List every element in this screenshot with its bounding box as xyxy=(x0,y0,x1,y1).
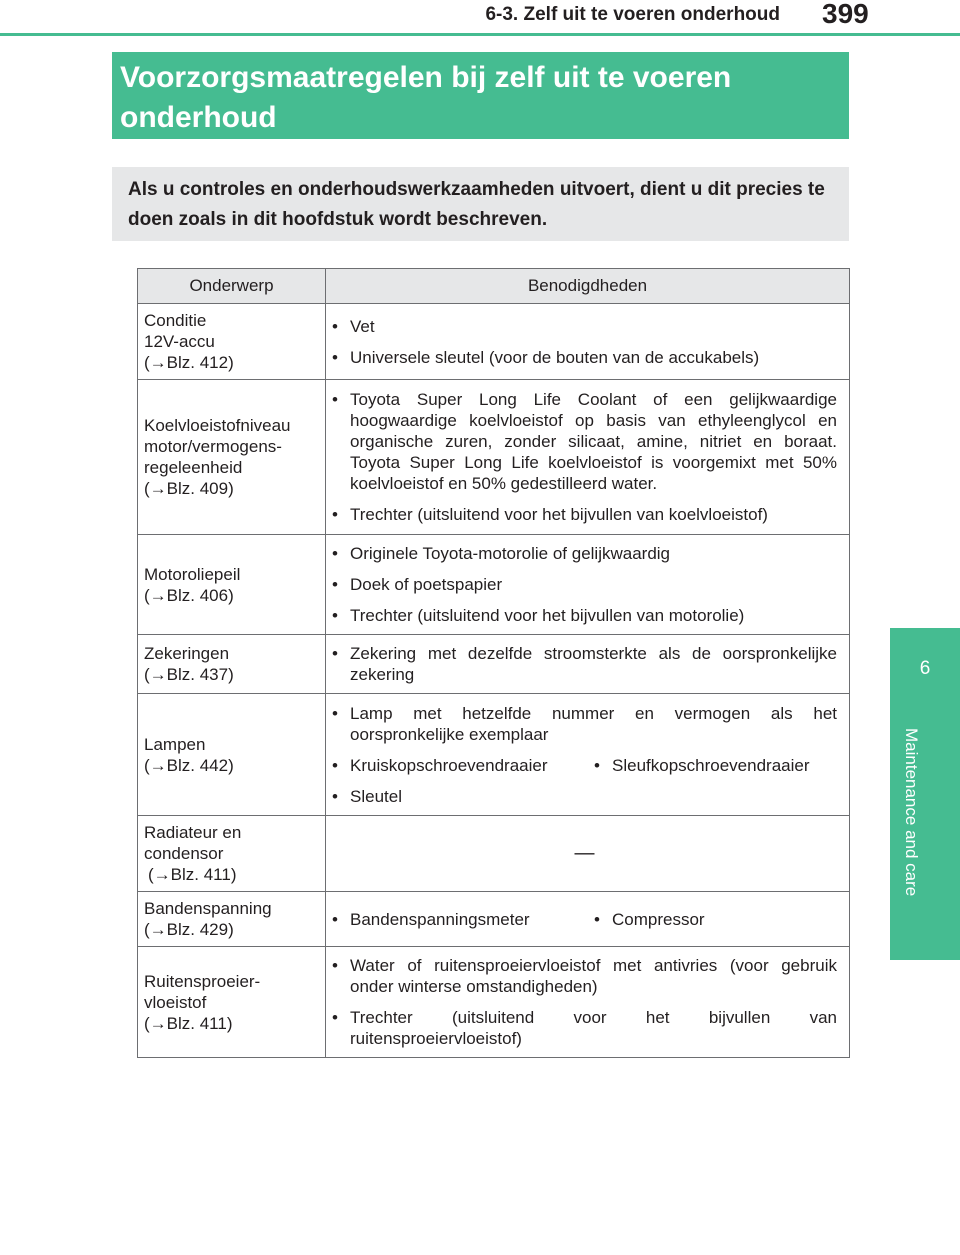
topic-cell xyxy=(138,694,326,816)
supplies-cell xyxy=(326,892,850,947)
item-text: Compressor xyxy=(612,909,705,929)
bullet: • xyxy=(332,755,338,775)
topic-line: (→Blz. 411) xyxy=(148,865,237,884)
bullet: • xyxy=(332,703,338,723)
topic-line: Koelvloeistofniveau xyxy=(144,416,291,435)
table-row xyxy=(138,380,850,535)
topic-line: 12V-accu xyxy=(144,332,215,351)
item-text: Toyota Super Long Life Coolant of een gelijkwaardige hoogwaardige koelvloeistof op basis van ethyleenglycol en organische zuren, zonder silicaat, amine, nitriet en boraat. Toyota Super Long Life koelvloeistof is voorgemixt met 50% koelvloeistof en 50% gedestilleerd water. xyxy=(350,390,837,493)
item-text: Lamp met hetzelfde nummer en vermogen als het oorspronkelijke exemplaar xyxy=(350,703,837,744)
topic-line: Ruitensproeier- xyxy=(144,971,261,991)
topic-line: (→Blz. 437) xyxy=(144,665,234,684)
bullet: • xyxy=(332,786,338,806)
page-number: 399 xyxy=(822,0,869,29)
bullet: • xyxy=(332,347,338,367)
table-row xyxy=(138,304,850,380)
item-text: Trechter (uitsluitend voor het bijvullen van motorolie) xyxy=(350,606,745,625)
topic-line: (→Blz. 442) xyxy=(144,755,234,775)
page-title: Voorzorgsmaatregelen bij zelf uit te voeren onderhoud xyxy=(120,61,732,134)
bullet: • xyxy=(332,606,338,625)
item-text: Zekering met dezelfde stroomsterkte als de oorspronkelijke zekering xyxy=(350,644,837,684)
list-item xyxy=(332,347,837,368)
topic-line: regeleenheid xyxy=(144,458,243,477)
list-item xyxy=(332,504,837,525)
chapter-number: 6 xyxy=(919,658,931,679)
topic-line: Zekeringen xyxy=(144,644,230,663)
topic-cell xyxy=(138,635,326,694)
list-item xyxy=(594,909,705,930)
bullet: • xyxy=(332,544,338,563)
topic-line: vloeistof xyxy=(144,992,207,1012)
bullet: • xyxy=(332,575,338,594)
item-text: Trechter (uitsluitend voor het bijvullen van koelvloeistof) xyxy=(350,505,768,524)
topic-line: (→Blz. 409) xyxy=(144,479,234,498)
item-text: Doek of poetspapier xyxy=(350,575,503,594)
item-text: Sleufkopschroevendraaier xyxy=(612,755,810,775)
topic-line: condensor xyxy=(144,844,224,863)
list-item xyxy=(332,955,837,997)
topic-cell xyxy=(138,816,326,892)
header-rule xyxy=(0,33,960,36)
list-item xyxy=(332,786,837,807)
bullet: • xyxy=(332,1008,338,1027)
table-row xyxy=(138,816,850,892)
topic-line: Lampen xyxy=(144,734,206,754)
topic-cell xyxy=(138,947,326,1058)
list-item xyxy=(332,755,594,776)
topic-line: motor/vermogens- xyxy=(144,437,282,456)
list-item xyxy=(332,909,594,930)
topic-cell xyxy=(138,535,326,635)
intro-box xyxy=(112,167,849,241)
item-text: Vet xyxy=(350,316,375,336)
topic-line: (→Blz. 429) xyxy=(144,920,234,939)
table-header-row xyxy=(138,269,850,304)
topic-line: Bandenspanning xyxy=(144,899,272,918)
list-item xyxy=(332,1007,837,1049)
bullet: • xyxy=(332,390,338,409)
topic-line: (→Blz. 406) xyxy=(144,585,234,605)
topic-cell xyxy=(138,304,326,380)
bullet: • xyxy=(594,909,600,929)
list-item xyxy=(594,755,810,776)
supplies-cell xyxy=(326,635,850,694)
table-row xyxy=(138,892,850,947)
supplies-cell xyxy=(326,380,850,535)
list-item xyxy=(332,605,837,626)
title-bar xyxy=(112,52,849,139)
chapter-tab xyxy=(890,628,960,960)
item-pair xyxy=(332,755,837,776)
empty-dash: — xyxy=(574,842,595,864)
item-text: Water of ruitensproeiervloeistof met antivries (voor gebruik onder winterse omstandigheden) xyxy=(350,956,837,996)
list-item xyxy=(332,316,837,337)
list-item xyxy=(332,574,837,595)
item-text: Bandenspanningsmeter xyxy=(350,909,530,929)
column-header-supplies: Benodigdheden xyxy=(326,269,850,304)
topic-line: Motoroliepeil xyxy=(144,564,241,584)
table-row xyxy=(138,947,850,1058)
bullet: • xyxy=(332,909,338,929)
page-header xyxy=(0,0,960,40)
supplies-cell xyxy=(326,694,850,816)
section-title: 6-3. Zelf uit te voeren onderhoud xyxy=(485,4,780,25)
item-text: Trechter (uitsluitend voor het bijvullen van ruitensproeiervloeistof) xyxy=(350,1008,837,1048)
topic-line: (→Blz. 411) xyxy=(144,1013,233,1033)
item-text: Universele sleutel (voor de bouten van de accukabels) xyxy=(350,347,760,367)
bullet: • xyxy=(332,316,338,336)
supplies-cell-empty xyxy=(326,816,850,892)
topic-cell xyxy=(138,380,326,535)
maintenance-tools-table xyxy=(137,268,850,1058)
item-text: Kruiskopschroevendraaier xyxy=(350,755,548,775)
supplies-cell xyxy=(326,535,850,635)
topic-line: (→Blz. 412) xyxy=(144,353,234,372)
list-item xyxy=(332,643,837,685)
intro-text: Als u controles en onderhoudswerkzaamheden uitvoert, dient u dit precies te doen zoals in dit hoofdstuk wordt beschreven. xyxy=(128,179,825,230)
table-row xyxy=(138,694,850,816)
topic-cell xyxy=(138,892,326,947)
topic-line: Radiateur en xyxy=(144,823,242,842)
supplies-cell xyxy=(326,947,850,1058)
list-item xyxy=(332,543,837,564)
supplies-cell xyxy=(326,304,850,380)
bullet: • xyxy=(332,644,338,663)
column-header-topic: Onderwerp xyxy=(138,269,326,304)
list-item xyxy=(332,389,837,494)
bullet: • xyxy=(332,505,338,524)
table-row xyxy=(138,535,850,635)
item-text: Sleutel xyxy=(350,786,402,806)
list-item xyxy=(332,703,837,745)
item-text: Originele Toyota-motorolie of gelijkwaardig xyxy=(350,544,671,563)
topic-line: Conditie xyxy=(144,311,207,330)
item-pair xyxy=(332,909,837,930)
chapter-name: Maintenance and care xyxy=(902,728,921,897)
bullet: • xyxy=(594,755,600,775)
bullet: • xyxy=(332,956,338,975)
table-row xyxy=(138,635,850,694)
